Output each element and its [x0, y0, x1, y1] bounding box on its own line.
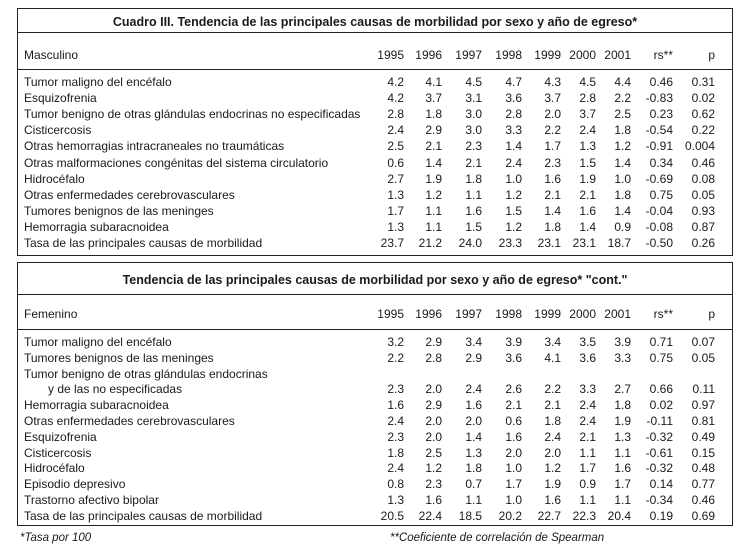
table-cell: 1.1	[425, 203, 442, 218]
table-cell: 0.31	[691, 75, 715, 89]
table-cell: 3.7	[579, 107, 596, 122]
table-cell: 0.23	[649, 107, 673, 122]
table-row	[24, 461, 732, 476]
table-row	[24, 156, 732, 171]
table-cell: 2.0	[425, 382, 442, 397]
table-cell: 2.2	[387, 350, 404, 365]
table-cell: 0.9	[579, 477, 596, 492]
table-row	[24, 430, 732, 445]
header-cell: 1996	[415, 48, 442, 62]
header-cell: rs**	[653, 307, 673, 321]
table-cell: 1.7	[614, 477, 631, 492]
row-label: Otras enfermedades cerebrovasculares	[24, 414, 235, 428]
table-cell: 1.4	[544, 203, 561, 218]
table-cell: 21.2	[418, 236, 442, 250]
table-cell: 2.7	[387, 171, 404, 186]
header-cell: 2000	[569, 48, 596, 62]
table-cell: 0.9	[614, 219, 631, 234]
table-cell: 3.0	[465, 107, 482, 122]
table-cell: -0.08	[645, 219, 673, 234]
table-cell: 4.2	[387, 75, 404, 89]
table-cell: 2.7	[614, 382, 631, 397]
table-cell: 0.14	[649, 477, 673, 492]
row-label: Hemorragia subaracnoidea	[24, 219, 169, 234]
table-cell: 0.46	[691, 155, 715, 170]
table-cell: 0.71	[649, 335, 673, 349]
table-title: Cuadro III. Tendencia de las principales causas de morbilidad por sexo y año de egreso*	[112, 15, 638, 29]
header-cell: 1999	[534, 307, 561, 321]
table-row	[24, 351, 732, 366]
table-cell: 1.2	[505, 219, 522, 234]
table-cell: -0.61	[645, 445, 673, 460]
table-cell: -0.11	[646, 414, 673, 428]
table-cell: 1.1	[579, 445, 596, 460]
table-masculino	[17, 8, 733, 256]
header-cell: p	[708, 48, 715, 62]
table-cell: 2.4	[544, 429, 561, 444]
table-cell: 4.4	[614, 75, 631, 89]
table-cell: 1.6	[544, 171, 561, 186]
row-label: Tumores benignos de las meninges	[24, 350, 214, 365]
table-cell: 1.3	[387, 493, 404, 507]
table-cell: 1.6	[465, 203, 482, 218]
table-cell: 0.6	[387, 155, 404, 170]
table-cell: 1.1	[579, 493, 596, 507]
table-cell: 2.1	[544, 187, 561, 202]
table-cell: 0.75	[649, 187, 673, 202]
table-row	[24, 91, 732, 106]
table-cell: 1.8	[544, 219, 561, 234]
table-cell: 22.7	[537, 508, 561, 523]
table-cell: 1.8	[544, 414, 561, 428]
table-cell: 2.4	[387, 123, 404, 138]
table-cell: 1.0	[505, 171, 522, 186]
table-cell: 2.8	[579, 91, 596, 106]
table-cell: 2.8	[425, 350, 442, 365]
table-cell: 4.1	[425, 75, 442, 89]
table-cell: 1.0	[505, 461, 522, 476]
table-row	[24, 204, 732, 219]
row-label: Tumor maligno del encéfalo	[24, 335, 172, 349]
table-cell: 1.5	[579, 155, 596, 170]
table-cell: 1.3	[465, 445, 482, 460]
table-cell: 1.6	[544, 493, 561, 507]
table-cell: 1.4	[425, 155, 442, 170]
row-label: Trastorno afectivo bipolar	[24, 493, 159, 507]
table-cell: 1.9	[425, 171, 442, 186]
table-cell: 3.7	[425, 91, 442, 106]
table-cell: 1.7	[544, 139, 561, 154]
table-row	[24, 75, 732, 90]
table-cell: 0.05	[691, 187, 715, 202]
table-cell: 1.2	[425, 461, 442, 476]
table-cell: 0.46	[691, 493, 715, 507]
table-cell: 1.4	[614, 155, 631, 170]
table-cell: 3.4	[544, 335, 561, 349]
table-cell: 20.4	[607, 508, 631, 523]
table-cell: 1.9	[614, 414, 631, 428]
footnote-spearman: **Coeficiente de correlación de Spearman	[390, 532, 605, 544]
table-title: Tendencia de las principales causas de morbilidad por sexo y año de egreso* "cont."	[122, 273, 628, 287]
table-row	[24, 477, 732, 492]
table-cell: 1.1	[614, 493, 631, 507]
table-cell: 0.07	[691, 335, 715, 349]
table-cell: 2.0	[465, 414, 482, 428]
table-cell: 1.2	[544, 461, 561, 476]
table-cell: 2.2	[544, 123, 561, 138]
table-row	[24, 382, 732, 397]
header-cell: 1998	[495, 307, 522, 321]
group-label: Masculino	[24, 48, 79, 62]
table-cell: 0.75	[649, 350, 673, 365]
row-label: Tumores benignos de las meninges	[24, 203, 214, 218]
table-cell: -0.91	[645, 139, 673, 154]
table-cell: 0.62	[691, 107, 715, 122]
table-row	[24, 493, 732, 508]
table-cell: 0.49	[691, 429, 715, 444]
table-cell: 4.5	[465, 75, 482, 89]
header-cell: 2001	[604, 307, 631, 321]
table-cell: 0.93	[691, 203, 715, 218]
table-cell: 1.1	[465, 187, 482, 202]
table-cell: 0.02	[691, 91, 715, 106]
table-cell: 1.2	[505, 187, 522, 202]
row-label: Cisticercosis	[24, 123, 92, 138]
table-cell: 0.05	[691, 350, 715, 365]
table-cell: -0.32	[645, 461, 673, 476]
table-cell: 1.8	[425, 107, 442, 122]
table-cell: 2.0	[505, 445, 522, 460]
table-cell: 2.1	[465, 155, 482, 170]
table-cell: 3.9	[614, 335, 631, 349]
table-cell: -0.50	[645, 236, 673, 250]
table-cell: 3.4	[465, 335, 482, 349]
table-cell: 1.3	[614, 429, 631, 444]
table-cell: 2.4	[579, 398, 596, 413]
table-cell: 1.6	[465, 398, 482, 413]
header-cell: 1998	[495, 48, 522, 62]
table-cell: 2.3	[465, 139, 482, 154]
table-cell: 23.3	[498, 236, 522, 250]
table-cell: 2.4	[465, 382, 482, 397]
table-cell: 1.4	[505, 139, 522, 154]
table-cell: 1.2	[425, 187, 442, 202]
table-cell: -0.69	[645, 171, 673, 186]
table-cell: 3.6	[505, 91, 522, 106]
table-cell: 1.1	[465, 493, 482, 507]
table-cell: 1.8	[614, 123, 631, 138]
table-cell: 3.3	[505, 123, 522, 138]
table-row	[24, 123, 732, 138]
table-cell: 3.6	[579, 350, 596, 365]
table-cell: 1.2	[614, 139, 631, 154]
table-cell: 0.15	[691, 445, 715, 460]
table-cell: 0.97	[691, 398, 715, 413]
row-label: Tumor benigno de otras glándulas endocrinas	[24, 366, 268, 381]
table-cell: 2.4	[505, 155, 522, 170]
table-cell: 23.7	[380, 236, 404, 250]
table-cell: -0.04	[645, 203, 673, 218]
table-row	[24, 107, 732, 122]
header-rule	[18, 69, 732, 70]
table-row	[24, 335, 732, 350]
header-cell: 1999	[534, 48, 561, 62]
table-cell: 23.1	[572, 236, 596, 250]
table-cell: 1.9	[544, 477, 561, 492]
header-rule	[18, 329, 732, 330]
table-cell: 2.1	[544, 398, 561, 413]
row-label: Hemorragia subaracnoidea	[24, 398, 169, 413]
table-cell: 2.4	[387, 414, 404, 428]
table-cell: 1.3	[387, 187, 404, 202]
table-cell: 2.4	[387, 461, 404, 476]
table-cell: 1.4	[614, 203, 631, 218]
row-label: Esquizofrenia	[24, 91, 97, 106]
title-rule	[18, 32, 732, 33]
header-cell: 1995	[377, 307, 404, 321]
table-cell: 0.6	[505, 414, 522, 428]
header-cell: 1995	[377, 48, 404, 62]
table-cell: 1.6	[425, 493, 442, 507]
table-cell: 1.8	[614, 187, 631, 202]
table-cell: 3.7	[544, 91, 561, 106]
row-label: Tasa de las principales causas de morbilidad	[24, 236, 263, 250]
table-cell: 1.4	[579, 219, 596, 234]
table-cell: 2.9	[465, 350, 482, 365]
header-cell: 2001	[604, 48, 631, 62]
table-cell: 3.2	[387, 335, 404, 349]
table-cell: 2.5	[425, 445, 442, 460]
table-cell: 1.6	[614, 461, 631, 476]
table-row	[24, 414, 732, 429]
table-cell: 2.5	[387, 139, 404, 154]
header-cell: rs**	[653, 48, 673, 62]
header-cell: 1997	[455, 48, 482, 62]
table-cell: 0.81	[691, 414, 715, 428]
row-label: Esquizofrenia	[24, 429, 97, 444]
row-label: Otras hemorragias intracraneales no traumáticas	[24, 139, 285, 154]
table-cell: 2.8	[505, 107, 522, 122]
table-cell: 3.3	[614, 350, 631, 365]
table-cell: 2.2	[544, 382, 561, 397]
table-cell: 0.19	[649, 508, 673, 523]
table-cell: 3.3	[579, 382, 596, 397]
table-cell: -0.32	[645, 429, 673, 444]
table-cell: 0.66	[649, 382, 673, 397]
header-cell: 1997	[455, 307, 482, 321]
table-cell: 1.8	[465, 171, 482, 186]
table-cell: 0.7	[465, 477, 482, 492]
table-row	[24, 172, 732, 187]
table-cell: 4.5	[579, 75, 596, 89]
table-cell: -0.83	[645, 91, 673, 106]
table-cell: 2.9	[425, 335, 442, 349]
table-cell: 2.4	[579, 123, 596, 138]
table-cell: 1.3	[579, 139, 596, 154]
table-row	[24, 367, 732, 382]
table-cell: 23.1	[537, 236, 561, 250]
table-cell: 1.7	[505, 477, 522, 492]
table-cell: 2.1	[579, 187, 596, 202]
table-cell: 0.77	[691, 477, 715, 492]
table-cell: 2.3	[387, 429, 404, 444]
table-cell: 0.46	[649, 75, 673, 89]
table-cell: 1.6	[579, 203, 596, 218]
table-cell: 1.1	[614, 445, 631, 460]
table-cell: 3.9	[505, 335, 522, 349]
table-cell: 0.08	[691, 171, 715, 186]
table-cell: 1.1	[425, 219, 442, 234]
table-cell: 0.87	[691, 219, 715, 234]
table-row	[24, 139, 732, 154]
row-label: Tasa de las principales causas de morbilidad	[24, 508, 263, 523]
table-cell: 0.004	[684, 139, 715, 154]
table-cell: 0.48	[691, 461, 715, 476]
table-cell: 1.8	[614, 398, 631, 413]
table-cell: 2.1	[505, 398, 522, 413]
table-cell: 22.3	[572, 508, 596, 523]
table-cell: 1.8	[387, 445, 404, 460]
header-cell: p	[708, 307, 715, 321]
row-label: Otras enfermedades cerebrovasculares	[24, 187, 235, 202]
header-cell: 2000	[569, 307, 596, 321]
table-row	[24, 398, 732, 413]
table-cell: 1.3	[387, 219, 404, 234]
header-cell: 1996	[415, 307, 442, 321]
table-cell: 4.1	[544, 350, 561, 365]
header-row	[24, 48, 732, 63]
table-cell: 18.7	[607, 236, 631, 250]
table-cell: 2.0	[425, 429, 442, 444]
table-cell: 0.02	[649, 398, 673, 413]
table-femenino	[17, 262, 733, 526]
table-cell: 1.7	[387, 203, 404, 218]
table-cell: 22.4	[418, 508, 442, 523]
table-cell: 2.3	[387, 382, 404, 397]
row-label: Hidrocéfalo	[24, 461, 85, 476]
table-row	[24, 509, 732, 524]
table-cell: -0.54	[645, 123, 673, 138]
table-cell: 0.11	[692, 382, 715, 397]
table-cell: 2.2	[614, 91, 631, 106]
table-cell: 20.5	[380, 508, 404, 523]
table-cell: 0.26	[691, 236, 715, 250]
table-cell: 1.4	[465, 429, 482, 444]
row-label: Tumor maligno del encéfalo	[24, 75, 172, 89]
table-row	[24, 220, 732, 235]
header-row	[24, 307, 732, 322]
table-cell: 1.6	[387, 398, 404, 413]
table-cell: 2.0	[425, 414, 442, 428]
title-rule	[18, 294, 732, 295]
table-cell: 2.6	[505, 382, 522, 397]
table-cell: 3.6	[505, 350, 522, 365]
table-cell: 1.5	[505, 203, 522, 218]
table-cell: -0.34	[645, 493, 673, 507]
table-cell: 0.34	[649, 155, 673, 170]
row-label: y de las no especificadas	[48, 382, 183, 397]
footnote-rate: *Tasa por 100	[20, 532, 92, 544]
table-cell: 2.1	[425, 139, 442, 154]
row-label: Otras malformaciones congénitas del sistema circulatorio	[24, 155, 329, 170]
table-cell: 3.0	[465, 123, 482, 138]
table-cell: 2.3	[544, 155, 561, 170]
table-cell: 2.5	[614, 107, 631, 122]
table-cell: 18.5	[458, 508, 482, 523]
table-cell: 4.3	[544, 75, 561, 89]
table-row	[24, 236, 732, 251]
table-cell: 24.0	[458, 236, 482, 250]
table-cell: 2.0	[544, 445, 561, 460]
group-label: Femenino	[24, 307, 78, 321]
table-cell: 2.9	[425, 123, 442, 138]
table-cell: 1.8	[465, 461, 482, 476]
table-cell: 2.9	[425, 398, 442, 413]
table-row	[24, 446, 732, 461]
table-row	[24, 188, 732, 203]
row-label: Cisticercosis	[24, 445, 92, 460]
row-label: Hidrocéfalo	[24, 171, 85, 186]
table-cell: 2.8	[387, 107, 404, 122]
table-cell: 4.7	[505, 75, 522, 89]
table-cell: 1.7	[579, 461, 596, 476]
table-cell: 1.0	[614, 171, 631, 186]
table-cell: 2.1	[579, 429, 596, 444]
table-cell: 0.22	[691, 123, 715, 138]
row-label: Episodio depresivo	[24, 477, 126, 492]
table-cell: 4.2	[387, 91, 404, 106]
table-cell: 2.0	[544, 107, 561, 122]
table-cell: 3.1	[465, 91, 482, 106]
table-cell: 1.0	[505, 493, 522, 507]
table-cell: 1.5	[465, 219, 482, 234]
table-cell: 1.6	[505, 429, 522, 444]
table-cell: 2.3	[425, 477, 442, 492]
table-cell: 20.2	[498, 508, 522, 523]
table-cell: 3.5	[579, 335, 596, 349]
row-label: Tumor benigno de otras glándulas endocrinas no especificadas	[24, 107, 361, 122]
table-cell: 0.8	[387, 477, 404, 492]
table-cell: 2.4	[579, 414, 596, 428]
table-cell: 1.9	[579, 171, 596, 186]
table-cell: 0.69	[691, 508, 715, 523]
